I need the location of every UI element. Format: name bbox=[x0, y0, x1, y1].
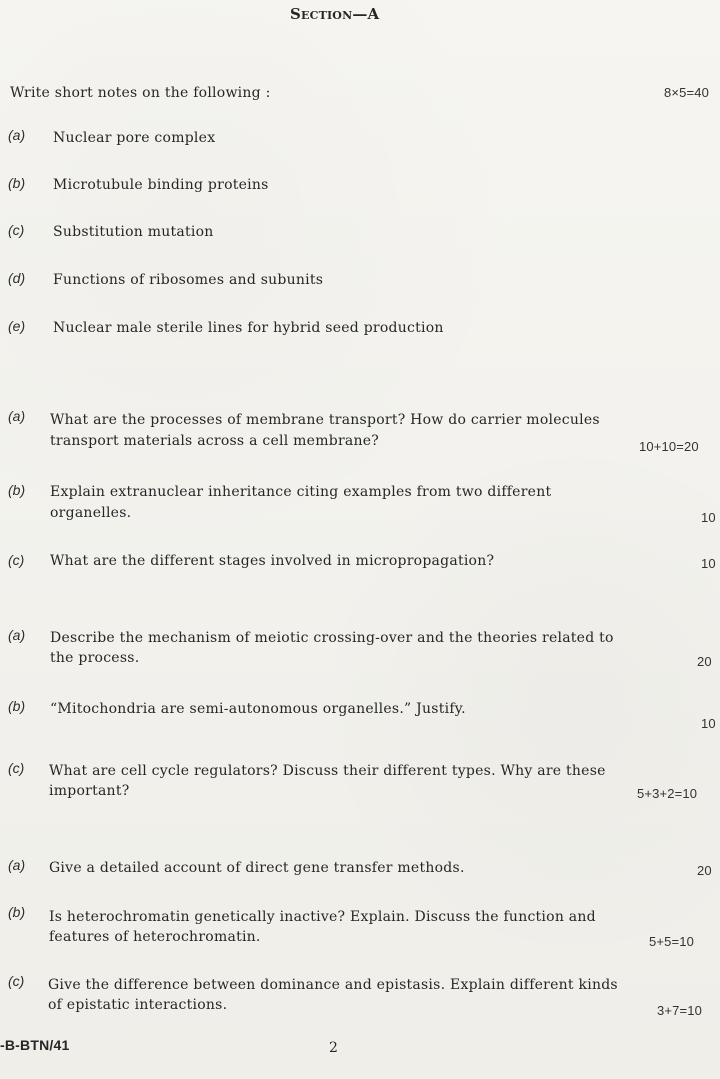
section-title: Section—A bbox=[290, 5, 380, 23]
q4-c-marks: 3+7=10 bbox=[657, 1003, 703, 1018]
q3-label-a: (a) bbox=[8, 627, 26, 643]
short-note-text-e: Nuclear male sterile lines for hybrid seed production bbox=[53, 320, 444, 336]
q4-a-marks: 20 bbox=[697, 863, 712, 878]
q2-a-marks: 10+10=20 bbox=[639, 439, 699, 454]
short-note-text-a: Nuclear pore complex bbox=[53, 130, 216, 146]
q4-b-line-1: Is heterochromatin genetically inactive? Explain. Discuss the function and bbox=[49, 909, 596, 925]
q2-b-marks: 10 bbox=[701, 510, 716, 525]
q4-b-marks: 5+5=10 bbox=[649, 934, 695, 949]
short-note-label-e: (e) bbox=[8, 318, 26, 334]
intro-marks: 8×5=40 bbox=[664, 85, 710, 100]
q4-label-c: (c) bbox=[8, 973, 25, 989]
q3-label-c: (c) bbox=[8, 760, 25, 776]
q3-a-marks: 20 bbox=[697, 654, 712, 669]
q3-a-line-1: Describe the mechanism of meiotic crossing-over and the theories related to bbox=[50, 630, 614, 646]
q2-a-line-1: What are the processes of membrane transport? How do carrier molecules bbox=[50, 412, 600, 428]
q2-label-c: (c) bbox=[8, 552, 25, 568]
short-note-text-c: Substitution mutation bbox=[53, 224, 214, 240]
short-note-label-b: (b) bbox=[8, 175, 26, 191]
q3-c-marks: 5+3+2=10 bbox=[637, 786, 698, 801]
q4-a-line-1: Give a detailed account of direct gene transfer methods. bbox=[49, 860, 465, 876]
q2-b-line-1: Explain extranuclear inheritance citing examples from two different bbox=[50, 484, 552, 500]
q2-label-a: (a) bbox=[8, 408, 26, 424]
q2-c-marks: 10 bbox=[701, 556, 716, 571]
short-note-text-d: Functions of ribosomes and subunits bbox=[53, 272, 324, 288]
q4-c-line-2: of epistatic interactions. bbox=[48, 997, 228, 1013]
q2-a-line-2: transport materials across a cell membrane? bbox=[50, 433, 380, 449]
q3-b-line-1: “Mitochondria are semi-autonomous organelles.” Justify. bbox=[50, 701, 466, 717]
q3-c-line-1: What are cell cycle regulators? Discuss their different types. Why are these bbox=[49, 763, 606, 779]
q4-b-line-2: features of heterochromatin. bbox=[49, 929, 261, 945]
short-note-label-a: (a) bbox=[8, 127, 26, 143]
q4-label-b: (b) bbox=[8, 904, 26, 920]
short-note-label-d: (d) bbox=[8, 270, 26, 286]
footer-paper-code: -B-BTN/41 bbox=[0, 1037, 70, 1053]
footer-page-number: 2 bbox=[329, 1040, 338, 1056]
short-note-text-b: Microtubule binding proteins bbox=[53, 177, 269, 193]
q3-b-marks: 10 bbox=[701, 716, 716, 731]
q2-b-line-2: organelles. bbox=[50, 505, 132, 521]
intro-text: Write short notes on the following : bbox=[10, 85, 271, 101]
q2-c-line-1: What are the different stages involved in micropropagation? bbox=[50, 553, 495, 569]
short-note-label-c: (c) bbox=[8, 222, 25, 238]
q2-label-b: (b) bbox=[8, 482, 26, 498]
q3-a-line-2: the process. bbox=[50, 650, 140, 666]
q4-label-a: (a) bbox=[8, 857, 26, 873]
q4-c-line-1: Give the difference between dominance and epistasis. Explain different kinds bbox=[48, 977, 618, 993]
q3-label-b: (b) bbox=[8, 698, 26, 714]
q3-c-line-2: important? bbox=[49, 783, 130, 799]
